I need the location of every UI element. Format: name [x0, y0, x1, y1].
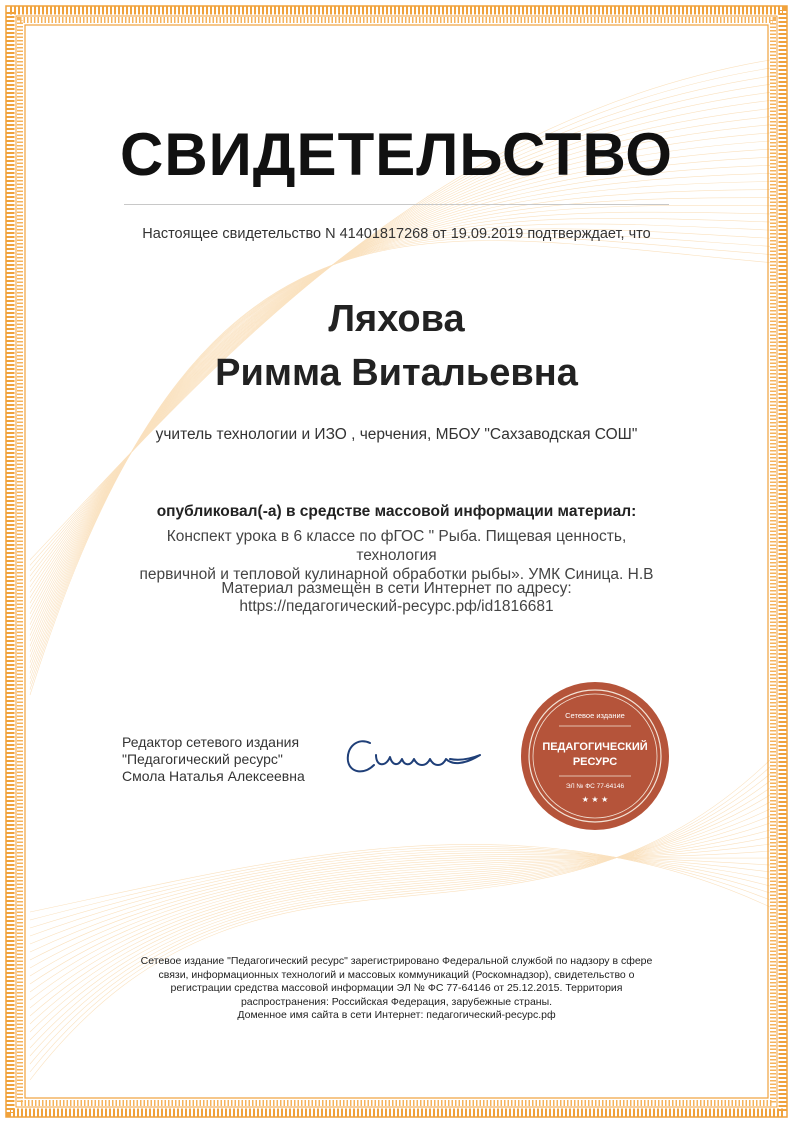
url-label: Материал размещён в сети Интернет по адресу:	[221, 580, 572, 597]
material-line-2: первичной и тепловой кулинарной обработки рыбы». УМК Синица. Н.В	[139, 566, 654, 583]
footer-line-5: Доменное имя сайта в сети Интернет: педагогический-ресурс.рф	[237, 1009, 556, 1022]
seal-name-line-2: РЕСУРС	[572, 756, 618, 768]
certificate-intro: Настоящее свидетельство N 41401817268 от 19.09.2019 подтверждает, что	[142, 226, 651, 242]
published-heading: опубликовал(-а) в средстве массовой информации материал:	[156, 503, 637, 520]
publication-seal	[519, 680, 671, 832]
editor-line-2: "Педагогический ресурс"	[122, 751, 283, 767]
seal-stars: ★ ★ ★	[581, 795, 609, 804]
editor-line-1: Редактор сетевого издания	[122, 734, 300, 750]
material-line-1: Конспект урока в 6 классе по фГОС " Рыба. Пищевая ценность, технология	[166, 528, 627, 564]
seal-name-line-1: ПЕДАГОГИЧЕСКИЙ	[542, 741, 648, 753]
footer-line-3: регистрации средства массовой информации ЭЛ № ФС 77-64146 от 25.12.2015. Территория	[170, 982, 623, 995]
title-divider	[124, 204, 669, 205]
footer-line-1: Сетевое издание "Педагогический ресурс" зарегистрировано Федеральной службой по надзору в сфере	[140, 955, 653, 967]
recipient-position: учитель технологии и ИЗО , черчения, МБОУ "Сахзаводская СОШ"	[155, 426, 638, 443]
footer-line-4: распространения: Российская Федерация, зарубежные страны.	[240, 995, 553, 1008]
handwritten-signature	[340, 725, 500, 785]
seal-registration: ЭЛ № ФС 77-64146	[565, 783, 625, 790]
editor-line-3: Смола Наталья Алексеевна	[122, 768, 305, 784]
footer-line-2: связи, информационных технологий и массовых коммуникаций (Роскомнадзор), свидетельство о	[158, 968, 635, 981]
editor-block	[122, 734, 305, 785]
material-url[interactable]: https://педагогический-ресурс.рф/id1816681	[239, 598, 554, 615]
recipient-given-names: Римма Витальевна	[215, 352, 578, 394]
footer-legal-text	[118, 955, 675, 1023]
guilloche-line	[30, 853, 770, 944]
guilloche-line	[30, 855, 770, 952]
recipient-surname: Ляхова	[328, 298, 465, 340]
certificate-title: СВИДЕТЕЛЬСТВО	[120, 121, 673, 188]
material-title	[130, 527, 663, 584]
seal-top-text: Сетевое издание	[565, 711, 625, 720]
